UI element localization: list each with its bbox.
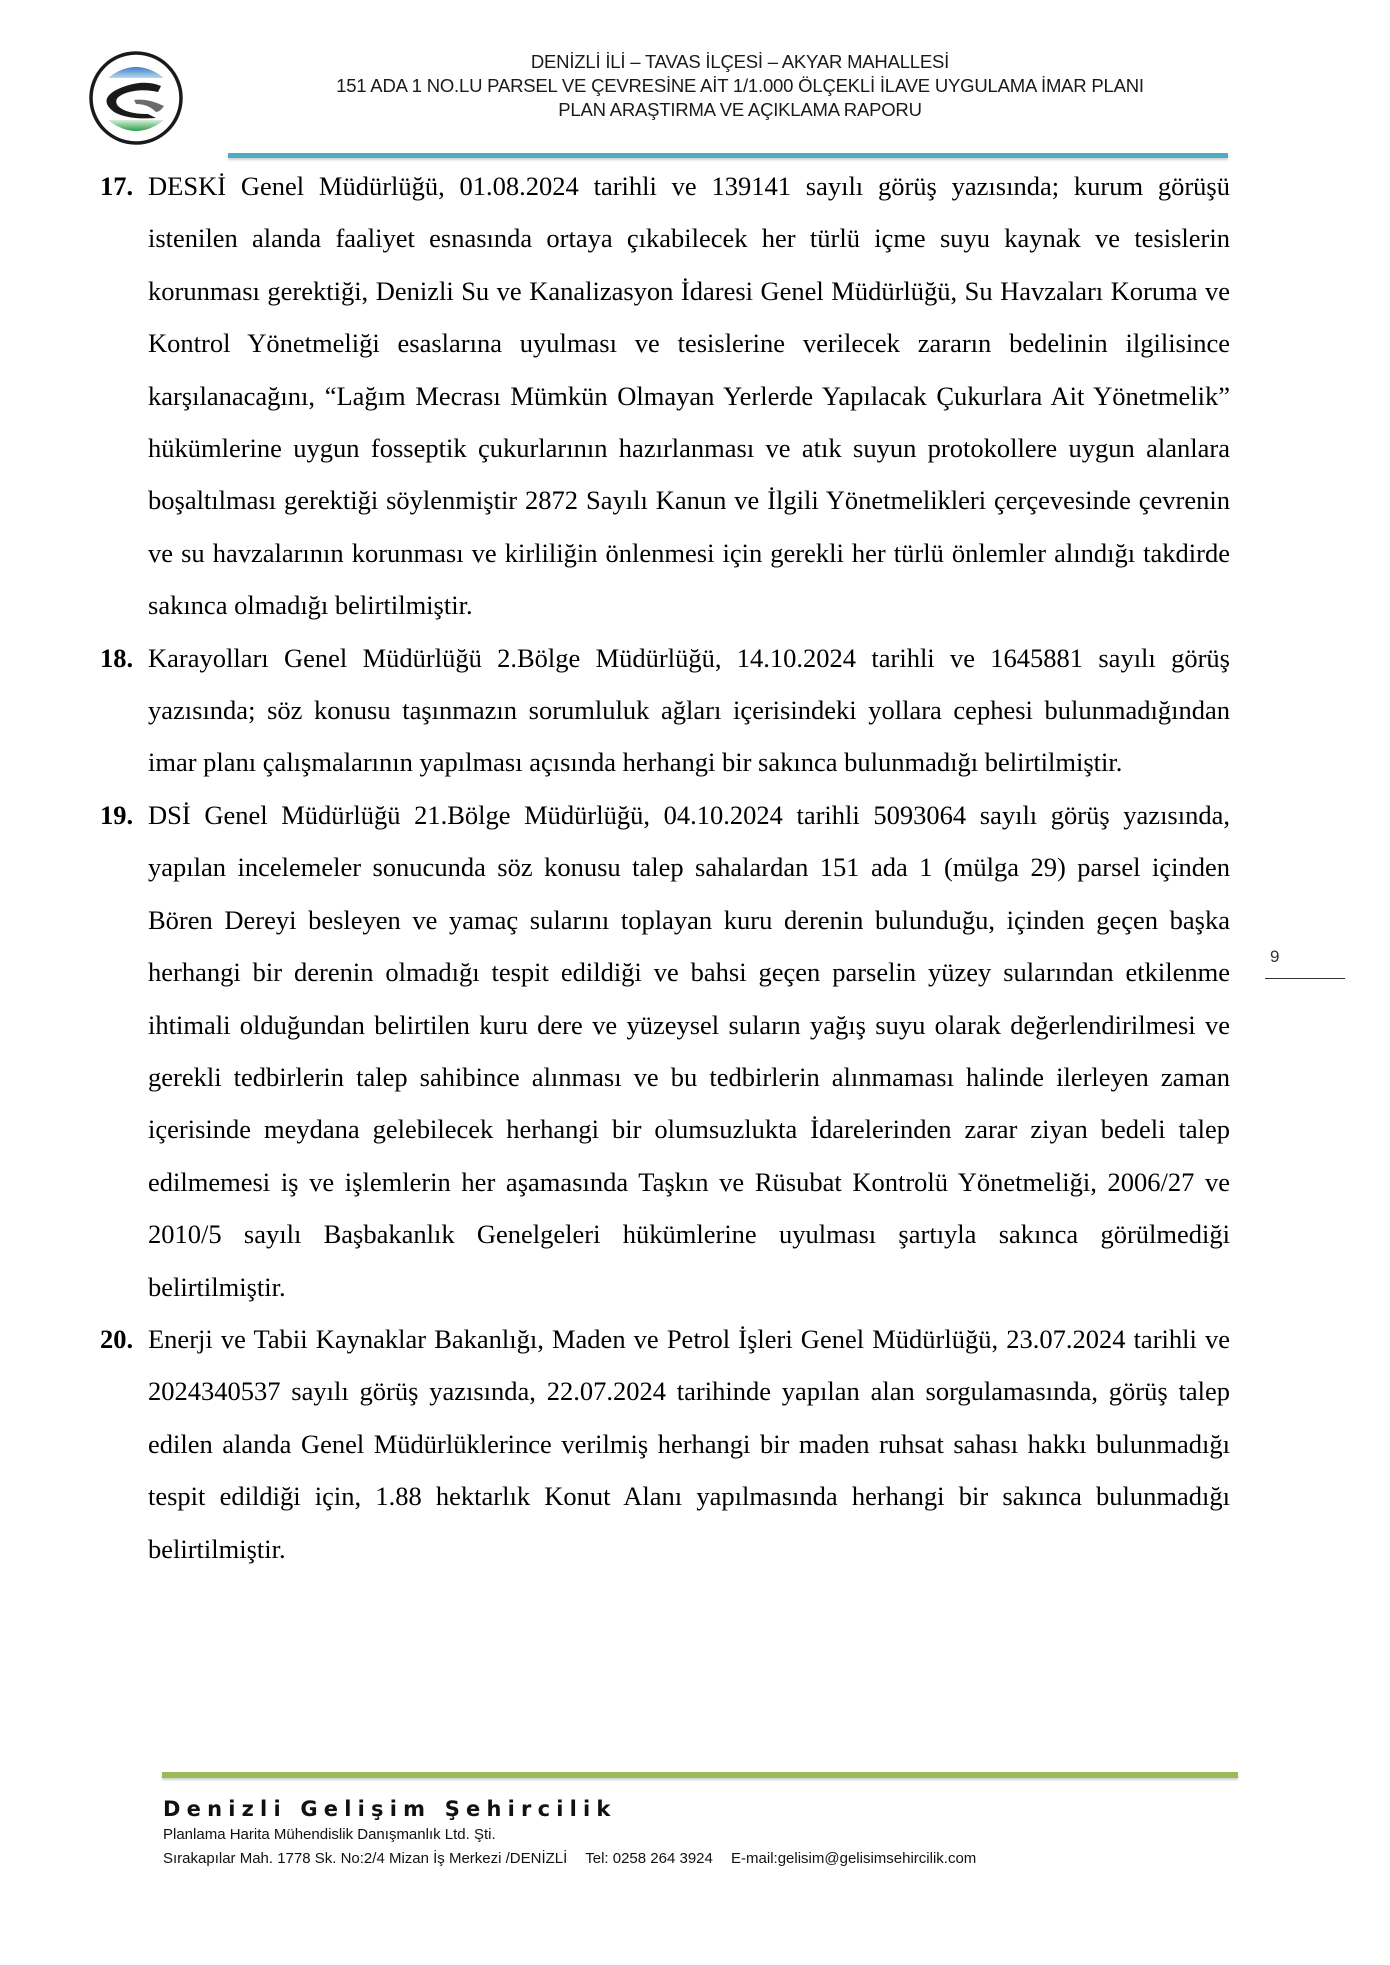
list-item-18 [100,632,1230,789]
document-header [240,50,1240,122]
footer-divider [162,1772,1238,1778]
footer-phone: Tel: 0258 264 3924 [585,1850,713,1867]
footer-address: Sırakapılar Mah. 1778 Sk. No:2/4 Mizan İş Merkezi /DENİZLİ [163,1850,568,1867]
footer-email: E-mail:gelisim@gelisimsehircilik.com [731,1850,977,1867]
document-body [100,160,1230,1575]
footer-contact-line [163,1847,990,1871]
item-number: 18. [100,642,134,673]
header-divider [228,153,1228,158]
list-item-19 [100,789,1230,1313]
page-number-underline [1265,978,1345,979]
footer-company-name: Denizli Gelişim Şehircilik [163,1797,617,1821]
item-text: Karayolları Genel Müdürlüğü 2.Bölge Müdürlüğü, 14.10.2024 tarihli ve 1645881 sayılı görüş yazısında; söz konusu taşınmazın sorumluluk ağları içerisindeki yollara cephesi bulunmadığından imar planı çalışmalarının yapılması açısında herhangi bir sakınca bulunmadığı belirtilmiştir. [148,642,1230,778]
header-line-1: DENİZLİ İLİ – TAVAS İLÇESİ – AKYAR MAHALLESİ [530,51,950,72]
item-text: Enerji ve Tabii Kaynaklar Bakanlığı, Maden ve Petrol İşleri Genel Müdürlüğü, 23.07.2024 tarihli ve 2024340537 sayılı görüş yazısında, 22.07.2024 tarihinde yapılan alan sorgulamasında, görüş talep edilen alanda Genel Müdürlüklerince verilmiş herhangi bir maden ruhsat sahası hakkı bulunmadığı tespit edildiği için, 1.88 hektarlık Konut Alanı yapılmasında herhangi bir sakınca bulunmadığı belirtilmiştir. [148,1323,1230,1564]
item-number: 19. [100,799,134,830]
header-line-3: PLAN ARAŞTIRMA VE AÇIKLAMA RAPORU [558,99,922,120]
item-text: DESKİ Genel Müdürlüğü, 01.08.2024 tarihli ve 139141 sayılı görüş yazısında; kurum görüşü istenilen alanda faaliyet esnasında ortaya çıkabilecek her türlü içme suyu kaynak ve tesislerin korunması gerektiği, Denizli Su ve Kanalizasyon İdaresi Genel Müdürlüğü, Su Havzaları Koruma ve Kontrol Yönetmeliği esaslarına uyulması ve tesislerine verilecek zararın bedelinin ilgilisince karşılanacağını, “Lağım Mecrası Mümkün Olmayan Yerlerde Yapılacak Çukurlara Ait Yönetmelik” hükümlerine uygun fosseptik çukurlarının hazırlanması ve atık suyun protokollere uygun alanlara boşaltılması gerektiği söylenmiştir 2872 Sayılı Kanun ve İlgili Yönetmelikleri çerçevesinde çevrenin ve su havzalarının korunması ve kirliliğin önlenmesi için gerekli her türlü önlemler alındığı takdirde sakınca olmadığı belirtilmiştir. [148,171,1230,621]
page-number: 9 [1270,947,1280,966]
item-number: 20. [100,1323,134,1354]
item-number: 17. [100,171,134,201]
list-item-20 [100,1313,1230,1575]
company-logo-icon [86,48,186,148]
list-item-17 [100,160,1230,632]
header-line-2: 151 ADA 1 NO.LU PARSEL VE ÇEVRESİNE AİT 1/1.000 ÖLÇEKLİ İLAVE UYGULAMA İMAR PLANI [336,75,1144,96]
footer-subtitle: Planlama Harita Mühendislik Danışmanlık Ltd. Şti. [163,1826,496,1843]
document-footer [163,1795,990,1871]
item-text: DSİ Genel Müdürlüğü 21.Bölge Müdürlüğü, 04.10.2024 tarihli 5093064 sayılı görüş yazısında, yapılan incelemeler sonucunda söz konusu talep sahalardan 151 ada 1 (mülga 29) parsel içinden Bören Dereyi besleyen ve yamaç sularını toplayan kuru derenin bulunduğu, içinden geçen başka herhangi bir derenin olmadığı tespit edildiği ve bahsi geçen parselin yüzey sularından etkilenme ihtimali olduğundan belirtilen kuru dere ve yüzeysel suların yağış suyu olarak değerlendirilmesi ve gerekli tedbirlerin talep sahibince alınması ve bu tedbirlerin alınmaması halinde ilerleyen zaman içerisinde meydana gelebilecek herhangi bir olumsuzlukta İdarelerinden zarar ziyan bedeli talep edilmemesi iş ve işlemlerin her aşamasında Taşkın ve Rüsubat Kontrolü Yönetmeliği, 2006/27 ve 2010/5 sayılı Başbakanlık Genelgeleri hükümlerine uyulması şartıyla sakınca görülmediği belirtilmiştir. [148,799,1230,1302]
